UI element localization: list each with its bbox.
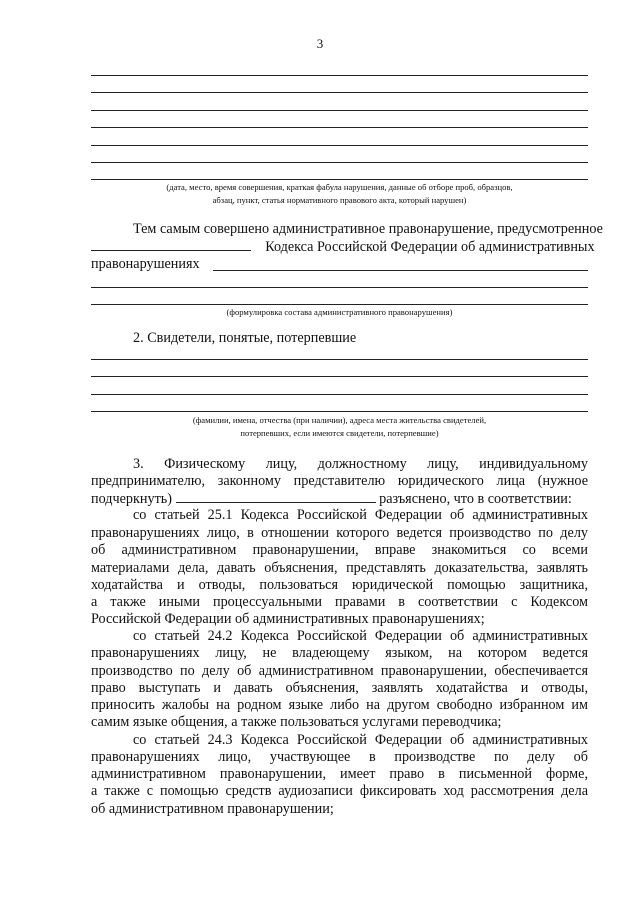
violation-line-2: Кодекса Российской Федерации об административных (91, 238, 595, 256)
witnesses-heading: 2. Свидетели, понятые, потерпевшие (133, 330, 357, 346)
art-24-3-line: об административном правонарушении; (91, 801, 334, 817)
blank-line (91, 287, 588, 288)
violation-line-3: правонарушениях (91, 256, 200, 272)
blank-line (91, 179, 588, 180)
art-24-3-line: административном правонарушении, имеет право в письменной форме, (91, 766, 588, 782)
art-25-1-line: ходатайства и отводы, пользоваться юридической помощью защитника, (91, 577, 588, 593)
blank-line (213, 270, 588, 271)
art-25-1-line: а также иными процессуальными правами в соответствии с Кодексом (91, 594, 588, 610)
blank-line (91, 411, 588, 412)
blank-line (91, 359, 588, 360)
violation-composition-caption: (формулировка состава административного правонарушения) (226, 307, 453, 317)
person-name-blank (176, 490, 376, 503)
blank-line (91, 394, 588, 395)
art-24-2-line: со статьей 24.2 Кодекса Российской Федерации об административных (133, 628, 588, 644)
blank-line (91, 92, 588, 93)
blank-line (91, 162, 588, 163)
art-25-1-line: материалами дела, давать объяснения, представлять доказательства, заявлять (91, 560, 588, 576)
page-number: 3 (316, 36, 324, 51)
art-24-3-line: а также с помощью средств аудиозаписи фиксировать ход рассмотрения дела (91, 783, 588, 799)
violation-line-1: Тем самым совершено административное правонарушение, предусмотренное (133, 221, 603, 237)
article-blank (91, 238, 251, 251)
art-24-3-line: со статьей 24.3 Кодекса Российской Федерации об административных (133, 732, 588, 748)
witnesses-caption: (фамилии, имена, отчества (при наличии), адреса места жительства свидетелей, потерпевших, если имеются свидетели, потерпевшие) (192, 415, 487, 438)
art-25-1-line: правонарушениях лицо, в отношении которого ведется производство по делу (91, 525, 588, 541)
blank-line (91, 127, 588, 128)
violation-details-caption: (дата, место, время совершения, краткая фабула нарушения, данные об отборе проб, образцов, абзац, пункт, статья нормативного правового акта, который нарушен) (166, 182, 513, 205)
section3-line-2: предпринимателю, законному представителю юридического лица (нужное (91, 473, 588, 489)
art-24-2-line: самим языке общения, а также пользоваться услугами переводчика; (91, 714, 502, 730)
blank-line (91, 376, 588, 377)
art-24-2-line: производство по делу об административном правонарушении, обеспечивается (91, 663, 588, 679)
art-24-3-line: правонарушениях лицо, участвующее в производстве по делу об (91, 749, 588, 765)
blank-line (91, 110, 588, 111)
section3-line-3: подчеркнуть) разъяснено, что в соответствии: (91, 491, 572, 507)
art-25-1-line: Российской Федерации об административных правонарушениях; (91, 611, 485, 627)
art-24-2-line: правонарушениях лицу, не владеющему языком, на котором ведется (91, 645, 588, 661)
blank-line (91, 75, 588, 76)
art-24-2-line: право выступать и давать объяснения, заявлять ходатайства и отводы, (91, 680, 588, 696)
blank-line (91, 304, 588, 305)
art-25-1-line: со статьей 25.1 Кодекса Российской Федерации об административных (133, 507, 588, 523)
blank-line (91, 145, 588, 146)
section3-line-1: 3. Физическому лицу, должностному лицу, индивидуальному (133, 456, 588, 472)
art-24-2-line: приносить жалобы на родном языке либо на другом свободно избранном им (91, 697, 588, 713)
art-25-1-line: об административном правонарушении, вправе знакомиться со всеми (91, 542, 588, 558)
